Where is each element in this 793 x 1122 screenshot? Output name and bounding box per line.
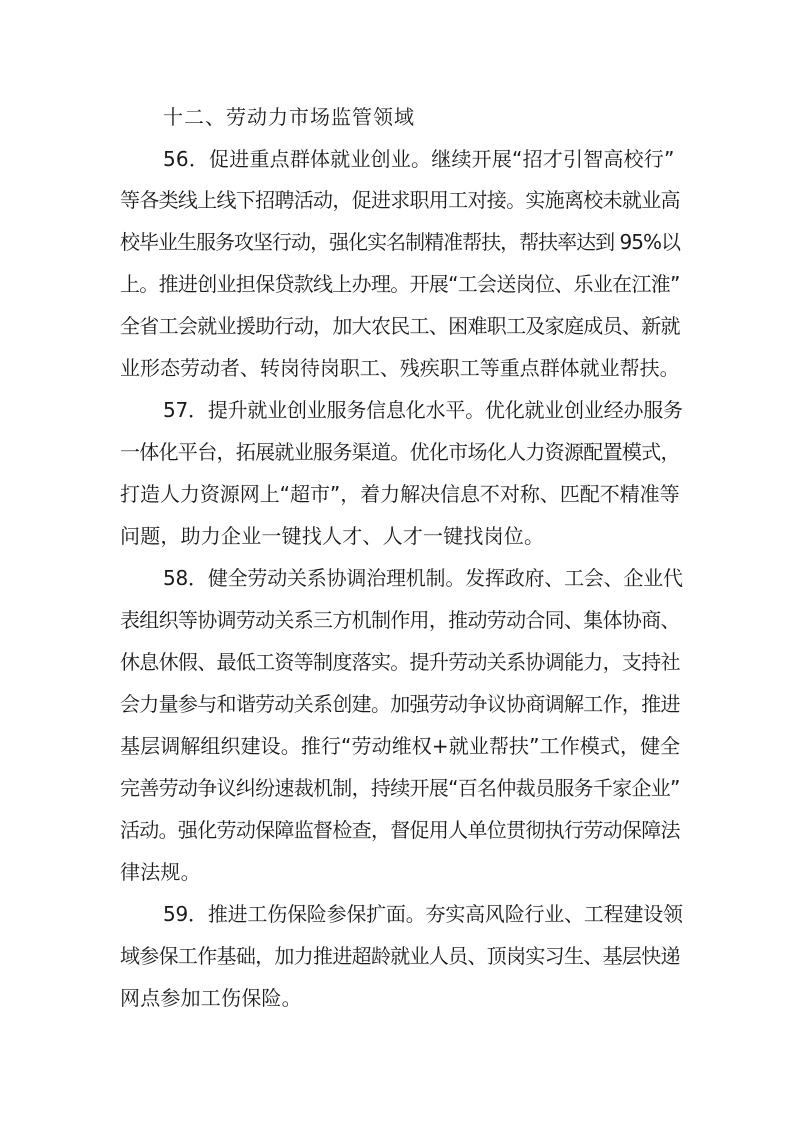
paragraph-59-line-1: 59．推进工伤保险参保扩面。夯实高风险行业、工程建设领 xyxy=(163,902,683,926)
paragraph-56-line-3: 校毕业生服务攻坚行动，强化实名制精准帮扶，帮扶率达到 95%以 xyxy=(120,230,681,254)
section-heading: 十二、劳动力市场监管领域 xyxy=(163,105,415,129)
paragraph-58-line-7: 活动。强化劳动保障监督检查，督促用人单位贯彻执行劳动保障法 xyxy=(120,818,680,842)
paragraph-57-line-4: 问题，助力企业一键找人才、人才一键找岗位。 xyxy=(120,524,545,548)
paragraph-56-line-4: 上。推进创业担保贷款线上办理。开展“工会送岗位、乐业在江淮” xyxy=(120,272,680,296)
paragraph-58-line-3: 休息休假、最低工资等制度落实。提升劳动关系协调能力，支持社 xyxy=(120,650,680,674)
paragraph-59-line-3: 网点参加工伤保险。 xyxy=(120,986,302,1010)
paragraph-58-line-2: 表组织等协调劳动关系三方机制作用，推动劳动合同、集体协商、 xyxy=(120,608,680,632)
paragraph-57-line-2: 一体化平台，拓展就业服务渠道。优化市场化人力资源配置模式， xyxy=(120,440,680,464)
paragraph-56-line-6: 业形态劳动者、转岗待岗职工、残疾职工等重点群体就业帮扶。 xyxy=(120,356,680,380)
paragraph-57-line-1: 57．提升就业创业服务信息化水平。优化就业创业经办服务 xyxy=(163,398,683,422)
paragraph-58-line-6: 完善劳动争议纠纷速裁机制，持续开展“百名仲裁员服务千家企业” xyxy=(120,776,680,800)
paragraph-56-line-1: 56．促进重点群体就业创业。继续开展“招才引智高校行” xyxy=(163,147,675,171)
paragraph-56-line-5: 全省工会就业援助行动，加大农民工、困难职工及家庭成员、新就 xyxy=(120,314,680,338)
paragraph-58-line-8: 律法规。 xyxy=(120,860,201,884)
paragraph-58-line-1: 58．健全劳动关系协调治理机制。发挥政府、工会、企业代 xyxy=(163,566,683,590)
paragraph-59-line-2: 域参保工作基础，加力推进超龄就业人员、顶岗实习生、基层快递 xyxy=(120,944,680,968)
paragraph-56-line-2: 等各类线上线下招聘活动，促进求职用工对接。实施离校未就业高 xyxy=(120,188,680,212)
paragraph-58-line-5: 基层调解组织建设。推行“劳动维权+就业帮扶”工作模式，健全 xyxy=(120,734,681,758)
paragraph-57-line-3: 打造人力资源网上“超市”，着力解决信息不对称、匹配不精准等 xyxy=(120,482,680,506)
paragraph-58-line-4: 会力量参与和谐劳动关系创建。加强劳动争议协商调解工作，推进 xyxy=(120,692,680,716)
